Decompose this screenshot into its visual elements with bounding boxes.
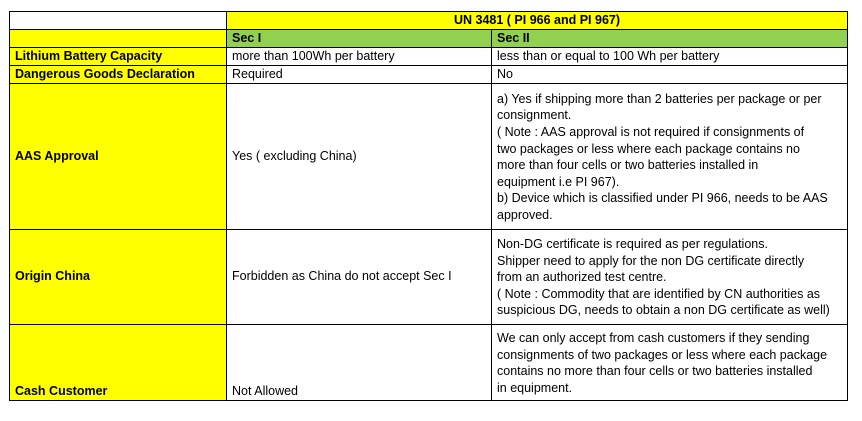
lithium-battery-table: [9, 11, 848, 401]
row-label-origin-china: Origin China: [10, 229, 227, 324]
text-line: consignment.: [497, 108, 572, 123]
sec1-header: Sec I: [227, 30, 492, 48]
cell-dg-declaration-sec1: Required: [227, 65, 492, 83]
text-line: Non-DG certificate is required as per regulations.: [497, 237, 768, 252]
table-row: [10, 65, 848, 83]
text-line: in equipment.: [497, 380, 573, 395]
table-title-row: [10, 12, 848, 30]
table-row: [10, 47, 848, 65]
table-row: [10, 229, 848, 324]
text-line: ( Note : Commodity that are identified by CN authorities as: [497, 286, 821, 301]
cell-aas-approval-sec2: [492, 83, 848, 229]
text-line: more than four cells or two batteries installed in: [497, 158, 759, 173]
cell-aas-approval-sec1: Yes ( excluding China): [227, 83, 492, 229]
row-label-cash-customer: Cash Customer: [10, 324, 227, 400]
cell-cash-customer-sec1: Not Allowed: [227, 324, 492, 400]
cell-capacity-sec2: less than or equal to 100 Wh per battery: [492, 47, 848, 65]
text-line: b) Device which is classified under PI 966, needs to be AAS: [497, 191, 828, 206]
text-line: contains no more than four cells or two batteries installed: [497, 364, 813, 379]
text-line: suspicious DG, needs to obtain a non DG certificate as well): [497, 303, 830, 318]
text-line: ( Note : AAS approval is not required if consignments of: [497, 124, 805, 139]
cell-capacity-sec1: more than 100Wh per battery: [227, 47, 492, 65]
text-line: consignments of two packages or less where each package: [497, 347, 828, 362]
table-row: [10, 83, 848, 229]
cell-dg-declaration-sec2: No: [492, 65, 848, 83]
row-label-dg-declaration: Dangerous Goods Declaration: [10, 65, 227, 83]
text-line: We can only accept from cash customers if they sending: [497, 330, 810, 345]
empty-corner-cell: [10, 12, 227, 30]
page-container: [9, 11, 848, 401]
text-line: from an authorized test centre.: [497, 270, 667, 285]
text-line: approved.: [497, 207, 553, 222]
row-label-aas-approval: AAS Approval: [10, 83, 227, 229]
row-label-capacity: Lithium Battery Capacity: [10, 47, 227, 65]
cell-origin-china-sec1: Forbidden as China do not accept Sec I: [227, 229, 492, 324]
table-row: [10, 324, 848, 400]
text-line: two packages or less where each package contains no: [497, 141, 800, 156]
table-title: UN 3481 ( PI 966 and PI 967): [227, 12, 848, 30]
text-line: equipment i.e PI 967).: [497, 174, 620, 189]
text-line: Shipper need to apply for the non DG certificate directly: [497, 253, 805, 268]
section-header-row: [10, 30, 848, 48]
empty-subheader-cell: [10, 30, 227, 48]
text-line: a) Yes if shipping more than 2 batteries per package or per: [497, 91, 822, 106]
cell-origin-china-sec2: [492, 229, 848, 324]
sec2-header: Sec II: [492, 30, 848, 48]
cell-cash-customer-sec2: [492, 324, 848, 400]
